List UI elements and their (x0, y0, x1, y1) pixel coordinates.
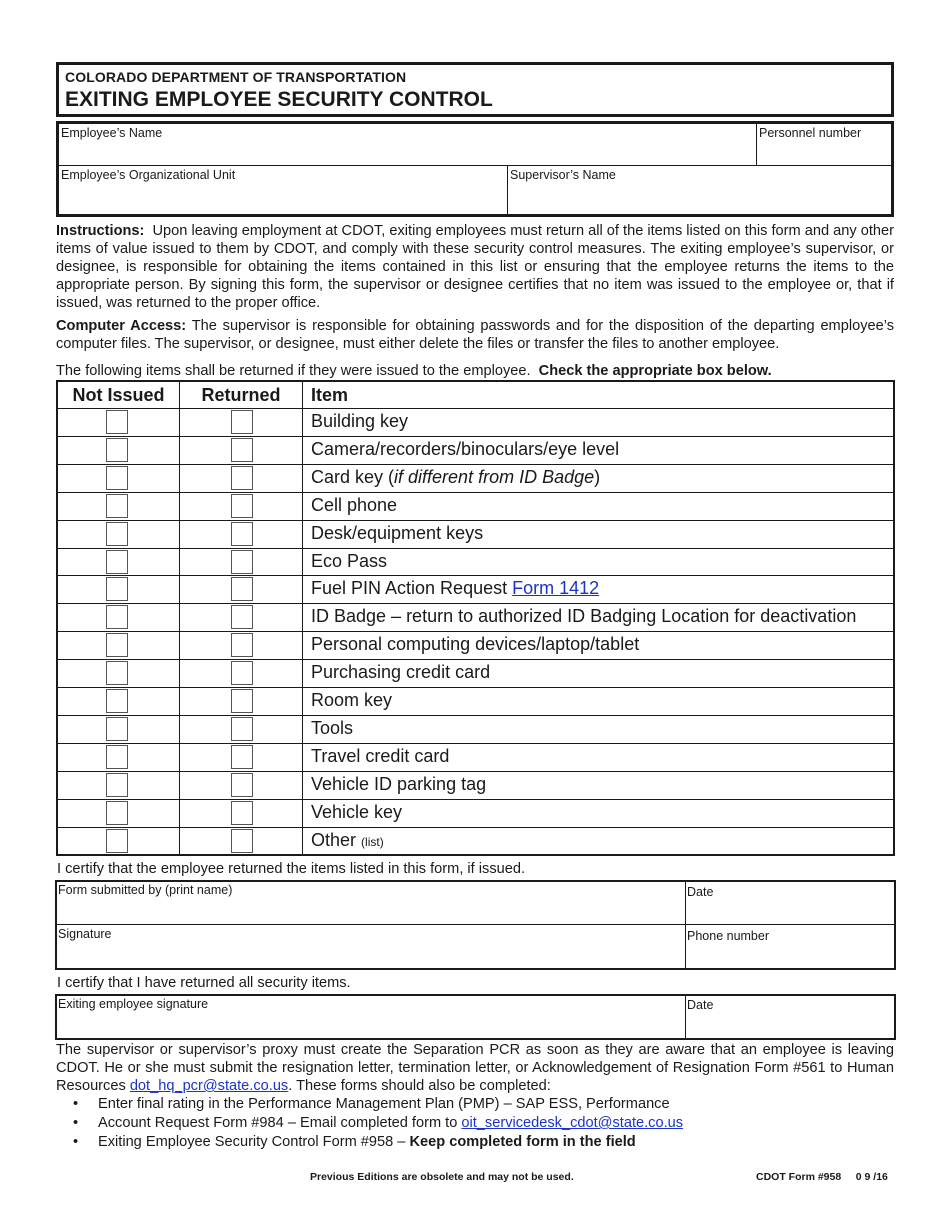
returned-checkbox[interactable] (231, 550, 253, 574)
items-intro (56, 362, 894, 380)
employee-date-field[interactable]: Date (687, 998, 714, 1012)
not-issued-checkbox[interactable] (106, 466, 128, 490)
not-issued-checkbox[interactable] (106, 661, 128, 685)
personnel-number-field[interactable]: Personnel number (759, 126, 862, 140)
divider (507, 166, 508, 214)
not-issued-checkbox[interactable] (106, 633, 128, 657)
item-label: Room key (311, 690, 393, 710)
not-issued-checkbox[interactable] (106, 605, 128, 629)
supervisor-date-field[interactable]: Date (687, 885, 714, 899)
returned-checkbox[interactable] (231, 829, 253, 853)
employee-signature-table (55, 994, 896, 1040)
row-divider (58, 715, 893, 716)
item-label: Camera/recorders/binoculars/eye level (311, 438, 620, 459)
divider (57, 924, 894, 925)
divider (756, 124, 757, 166)
not-issued-checkbox[interactable] (106, 577, 128, 601)
row-divider (58, 575, 893, 576)
returned-checkbox[interactable] (231, 522, 253, 546)
item-label: Tools (311, 717, 354, 738)
not-issued-checkbox[interactable] (106, 773, 128, 797)
not-issued-checkbox[interactable] (106, 829, 128, 853)
not-issued-checkbox[interactable] (106, 689, 128, 713)
supervisor-name-field[interactable]: Supervisor’s Name (510, 168, 616, 182)
returned-checkbox[interactable] (231, 494, 253, 518)
org-unit-field[interactable]: Employee’s Organizational Unit (61, 168, 236, 182)
bullet-bold-text: Keep completed form in the field (409, 1134, 636, 1150)
servicedesk-email-link[interactable]: oit_servicedesk_cdot@state.co.us (461, 1115, 684, 1131)
column-header-returned: Returned (201, 385, 281, 405)
divider (59, 165, 891, 166)
not-issued-checkbox[interactable] (106, 494, 128, 518)
returned-checkbox[interactable] (231, 773, 253, 797)
supervisor-signature-field[interactable]: Signature (58, 927, 112, 941)
row-divider (58, 548, 893, 549)
not-issued-checkbox[interactable] (106, 438, 128, 462)
item-label: Cell phone (311, 494, 398, 515)
bullet-text: Account Request Form #984 – Email completed form to (98, 1115, 462, 1131)
hr-email-link[interactable]: dot_hq_pcr@state.co.us (129, 1078, 289, 1094)
row-divider (58, 520, 893, 521)
returned-checkbox[interactable] (231, 605, 253, 629)
row-divider (58, 408, 893, 409)
form-header (56, 62, 894, 117)
item-label: Travel credit card (311, 745, 450, 766)
list-item (56, 1095, 894, 1114)
row-divider (58, 436, 893, 437)
item-label: Personal computing devices/laptop/tablet (311, 634, 640, 655)
not-issued-checkbox[interactable] (106, 550, 128, 574)
item-label: Card key (if different from ID Badge) (311, 466, 601, 487)
item-label: Purchasing credit card (311, 662, 491, 683)
row-divider (58, 492, 893, 493)
column-header-item: Item (311, 385, 349, 405)
supervisor-certify-statement: I certify that the employee returned the items listed in this form, if issued. (57, 861, 526, 877)
items-intro-text: The following items shall be returned if they were issued to the employee. (56, 363, 531, 379)
list-item (56, 1133, 894, 1152)
returned-checkbox[interactable] (231, 801, 253, 825)
returned-checkbox[interactable] (231, 689, 253, 713)
not-issued-checkbox[interactable] (106, 522, 128, 546)
instructions-paragraph (56, 222, 894, 312)
computer-access-text: The supervisor is responsible for obtaining passwords and for the disposition of the departing employee’s computer files. The supervisor, or designee, must either delete the files or transfer the files to another employee. (56, 318, 894, 352)
employee-certify-statement: I certify that I have returned all security items. (57, 975, 351, 991)
completion-list (56, 1095, 894, 1152)
returned-checkbox[interactable] (231, 661, 253, 685)
item-label: Desk/equipment keys (311, 522, 484, 543)
submitted-by-field[interactable]: Form submitted by (print name) (58, 883, 233, 897)
closing-text: The supervisor or supervisor’s proxy must create the Separation PCR as soon as they are aware that an employee is leaving CDOT. He or she must submit the resignation letter, termination letter, or Acknowledgement of Resignation Form #561 to Human Resources (56, 1042, 894, 1094)
returned-checkbox[interactable] (231, 633, 253, 657)
row-divider (58, 659, 893, 660)
item-label: ID Badge – return to authorized ID Badging Location for deactivation (311, 606, 857, 627)
instructions-text: Upon leaving employment at CDOT, exiting employees must return all of the items listed on this form and any other items of value issued to them by CDOT, and comply with these security control measures. The exiting employee’s supervisor, or designee, is responsible for obtaining the items contained in this list or ensuring that the employee returns the items to the appropriate person. By signing this form, the supervisor or designee certifies that no item was issued to the employee or, that if issued, was returned to the proper office. (56, 223, 895, 311)
agency-name: COLORADO DEPARTMENT OF TRANSPORTATION (65, 69, 407, 85)
item-label: Vehicle ID parking tag (311, 773, 487, 794)
employee-signature-field[interactable]: Exiting employee signature (58, 997, 209, 1011)
divider (685, 882, 686, 968)
row-divider (58, 743, 893, 744)
form-title: EXITING EMPLOYEE SECURITY CONTROL (65, 88, 493, 111)
supervisor-signature-table (55, 880, 896, 970)
row-divider (58, 464, 893, 465)
returned-checkbox[interactable] (231, 717, 253, 741)
computer-access-paragraph (56, 317, 894, 353)
instructions-label: Instructions: (56, 223, 145, 239)
employee-name-field[interactable]: Employee’s Name (61, 126, 163, 140)
item-label: Building key (311, 411, 409, 431)
divider (302, 382, 303, 854)
row-divider (58, 799, 893, 800)
not-issued-checkbox[interactable] (106, 745, 128, 769)
divider (685, 996, 686, 1038)
item-label: Other (list) (311, 829, 384, 850)
items-intro-bold: Check the appropriate box below. (538, 363, 772, 379)
row-divider (58, 603, 893, 604)
returned-checkbox[interactable] (231, 745, 253, 769)
column-header-not-issued: Not Issued (72, 385, 165, 405)
closing-text-end: . These forms should also be completed: (288, 1078, 551, 1094)
list-item (56, 1114, 894, 1133)
divider (179, 382, 180, 854)
item-label: Vehicle key (311, 801, 403, 822)
closing-paragraph (56, 1041, 894, 1095)
not-issued-checkbox[interactable] (106, 717, 128, 741)
not-issued-checkbox[interactable] (106, 801, 128, 825)
row-divider (58, 771, 893, 772)
item-label: Eco Pass (311, 550, 388, 571)
row-divider (58, 687, 893, 688)
bullet-text: Exiting Employee Security Control Form #958 – (98, 1134, 410, 1150)
computer-access-label: Computer Access: (56, 318, 187, 334)
returned-checkbox[interactable] (231, 577, 253, 601)
obsolete-notice: Previous Editions are obsolete and may not be used. (310, 1171, 574, 1183)
not-issued-checkbox[interactable] (106, 410, 128, 434)
row-divider (58, 631, 893, 632)
phone-number-field[interactable]: Phone number (687, 929, 770, 943)
returned-checkbox[interactable] (231, 466, 253, 490)
form-number: CDOT Form #958 0 9 /16 (756, 1171, 888, 1183)
returned-checkbox[interactable] (231, 438, 253, 462)
form-1412-link[interactable]: Form 1412 (512, 578, 600, 599)
item-label: Fuel PIN Action Request Form 1412 (311, 578, 600, 599)
bullet-text: Enter final rating in the Performance Management Plan (PMP) – SAP ESS, Performance (98, 1096, 670, 1112)
returned-checkbox[interactable] (231, 410, 253, 434)
items-table (56, 380, 895, 856)
employee-info-box (56, 121, 894, 217)
row-divider (58, 827, 893, 828)
